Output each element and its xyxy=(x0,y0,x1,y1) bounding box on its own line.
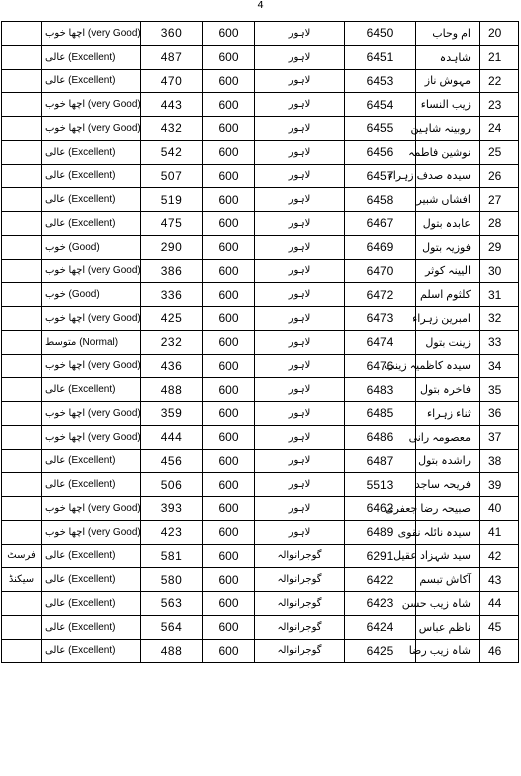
student-name-cell: زیب النساء xyxy=(416,93,480,117)
roll-number-cell: 6455 xyxy=(345,117,416,141)
roll-number-cell: 6474 xyxy=(345,330,416,354)
table-row xyxy=(2,45,519,69)
table-row xyxy=(2,544,519,568)
grade-cell: اچھا خوب (very Good) xyxy=(42,425,141,449)
total-marks-cell: 600 xyxy=(203,235,255,259)
total-marks-cell: 600 xyxy=(203,283,255,307)
table-row xyxy=(2,259,519,283)
roll-number-cell: 6425 xyxy=(345,639,416,663)
grade-cell: عالی (Excellent) xyxy=(42,592,141,616)
total-marks-cell: 600 xyxy=(203,544,255,568)
remark-cell xyxy=(2,378,42,402)
total-marks-cell: 600 xyxy=(203,330,255,354)
table-row xyxy=(2,402,519,426)
remark-cell xyxy=(2,22,42,46)
remark-cell xyxy=(2,117,42,141)
remark-cell xyxy=(2,402,42,426)
marks-obtained-cell: 580 xyxy=(141,568,203,592)
remark-cell xyxy=(2,93,42,117)
serial-number-cell: 45 xyxy=(480,615,519,639)
marks-obtained-cell: 542 xyxy=(141,140,203,164)
grade-cell: اچھا خوب (very Good) xyxy=(42,520,141,544)
serial-number-cell: 43 xyxy=(480,568,519,592)
serial-number-cell: 26 xyxy=(480,164,519,188)
table-row xyxy=(2,117,519,141)
table-row xyxy=(2,449,519,473)
grade-cell: متوسط (Normal) xyxy=(42,330,141,354)
marks-obtained-cell: 290 xyxy=(141,235,203,259)
results-table-body xyxy=(2,22,519,663)
table-row xyxy=(2,639,519,663)
marks-obtained-cell: 444 xyxy=(141,425,203,449)
serial-number-cell: 39 xyxy=(480,473,519,497)
student-name-cell: سیدہ صدف زہراء xyxy=(416,164,480,188)
table-row xyxy=(2,212,519,236)
table-row xyxy=(2,568,519,592)
student-name-cell: فاخرہ بتول xyxy=(416,378,480,402)
roll-number-cell: 6450 xyxy=(345,22,416,46)
serial-number-cell: 42 xyxy=(480,544,519,568)
remark-cell xyxy=(2,45,42,69)
grade-cell: عالی (Excellent) xyxy=(42,449,141,473)
grade-cell: عالی (Excellent) xyxy=(42,473,141,497)
grade-cell: عالی (Excellent) xyxy=(42,164,141,188)
marks-obtained-cell: 488 xyxy=(141,639,203,663)
grade-cell: اچھا خوب (very Good) xyxy=(42,354,141,378)
remark-cell: فرسٹ xyxy=(2,544,42,568)
total-marks-cell: 600 xyxy=(203,639,255,663)
student-name-cell: نوشین فاطمہ xyxy=(416,140,480,164)
city-cell: لاہور xyxy=(255,117,345,141)
city-cell: لاہور xyxy=(255,425,345,449)
remark-cell xyxy=(2,307,42,331)
remark-cell xyxy=(2,259,42,283)
city-cell: لاہور xyxy=(255,497,345,521)
city-cell: لاہور xyxy=(255,45,345,69)
total-marks-cell: 600 xyxy=(203,69,255,93)
grade-cell: عالی (Excellent) xyxy=(42,544,141,568)
grade-cell: اچھا خوب (very Good) xyxy=(42,22,141,46)
remark-cell xyxy=(2,235,42,259)
grade-cell: عالی (Excellent) xyxy=(42,45,141,69)
total-marks-cell: 600 xyxy=(203,615,255,639)
city-cell: گوجرانوالہ xyxy=(255,639,345,663)
city-cell: لاہور xyxy=(255,449,345,473)
student-name-cell: ناظم عباس xyxy=(416,615,480,639)
serial-number-cell: 23 xyxy=(480,93,519,117)
serial-number-cell: 34 xyxy=(480,354,519,378)
page-number: 4 xyxy=(257,0,264,11)
roll-number-cell: 6422 xyxy=(345,568,416,592)
serial-number-cell: 36 xyxy=(480,402,519,426)
roll-number-cell: 6467 xyxy=(345,212,416,236)
grade-cell: اچھا خوب (very Good) xyxy=(42,402,141,426)
student-name-cell: آکاش تبسم xyxy=(416,568,480,592)
grade-cell: خوب (Good) xyxy=(42,283,141,307)
serial-number-cell: 27 xyxy=(480,188,519,212)
serial-number-cell: 33 xyxy=(480,330,519,354)
city-cell: گوجرانوالہ xyxy=(255,592,345,616)
marks-obtained-cell: 581 xyxy=(141,544,203,568)
student-name-cell: امبرین زہراء xyxy=(416,307,480,331)
roll-number-cell: 6462 xyxy=(345,497,416,521)
student-name-cell: الیینہ کوثر xyxy=(416,259,480,283)
marks-obtained-cell: 506 xyxy=(141,473,203,497)
table-row xyxy=(2,497,519,521)
marks-obtained-cell: 425 xyxy=(141,307,203,331)
total-marks-cell: 600 xyxy=(203,140,255,164)
table-row xyxy=(2,93,519,117)
student-name-cell: عابدہ بتول xyxy=(416,212,480,236)
grade-cell: عالی (Excellent) xyxy=(42,140,141,164)
marks-obtained-cell: 475 xyxy=(141,212,203,236)
remark-cell xyxy=(2,497,42,521)
table-row xyxy=(2,283,519,307)
roll-number-cell: 6423 xyxy=(345,592,416,616)
city-cell: لاہور xyxy=(255,473,345,497)
roll-number-cell: 5513 xyxy=(345,473,416,497)
remark-cell xyxy=(2,615,42,639)
city-cell: گوجرانوالہ xyxy=(255,568,345,592)
student-name-cell: راشدہ بتول xyxy=(416,449,480,473)
city-cell: لاہور xyxy=(255,259,345,283)
roll-number-cell: 6472 xyxy=(345,283,416,307)
total-marks-cell: 600 xyxy=(203,188,255,212)
city-cell: لاہور xyxy=(255,354,345,378)
marks-obtained-cell: 563 xyxy=(141,592,203,616)
student-name-cell: ام وحاب xyxy=(416,22,480,46)
student-name-cell: سیدہ کاظمیہ زینب xyxy=(416,354,480,378)
serial-number-cell: 21 xyxy=(480,45,519,69)
roll-number-cell: 6469 xyxy=(345,235,416,259)
total-marks-cell: 600 xyxy=(203,164,255,188)
grade-cell: عالی (Excellent) xyxy=(42,615,141,639)
roll-number-cell: 6489 xyxy=(345,520,416,544)
marks-obtained-cell: 393 xyxy=(141,497,203,521)
remark-cell xyxy=(2,212,42,236)
marks-obtained-cell: 443 xyxy=(141,93,203,117)
marks-obtained-cell: 487 xyxy=(141,45,203,69)
total-marks-cell: 600 xyxy=(203,520,255,544)
city-cell: لاہور xyxy=(255,164,345,188)
marks-obtained-cell: 360 xyxy=(141,22,203,46)
marks-obtained-cell: 386 xyxy=(141,259,203,283)
student-name-cell: صبیحہ رضا جعفری xyxy=(416,497,480,521)
grade-cell: اچھا خوب (very Good) xyxy=(42,307,141,331)
student-name-cell: معصومہ رانی xyxy=(416,425,480,449)
marks-obtained-cell: 423 xyxy=(141,520,203,544)
student-name-cell: شاہ زیب رضا xyxy=(416,639,480,663)
serial-number-cell: 31 xyxy=(480,283,519,307)
marks-obtained-cell: 436 xyxy=(141,354,203,378)
marks-obtained-cell: 564 xyxy=(141,615,203,639)
remark-cell xyxy=(2,425,42,449)
table-row xyxy=(2,235,519,259)
marks-obtained-cell: 456 xyxy=(141,449,203,473)
roll-number-cell: 6470 xyxy=(345,259,416,283)
remark-cell xyxy=(2,639,42,663)
table-row xyxy=(2,354,519,378)
serial-number-cell: 20 xyxy=(480,22,519,46)
roll-number-cell: 6486 xyxy=(345,425,416,449)
table-row xyxy=(2,592,519,616)
marks-obtained-cell: 507 xyxy=(141,164,203,188)
marks-obtained-cell: 336 xyxy=(141,283,203,307)
student-name-cell: سید شہزاد عقیل xyxy=(416,544,480,568)
grade-cell: اچھا خوب (very Good) xyxy=(42,117,141,141)
grade-cell: عالی (Excellent) xyxy=(42,212,141,236)
total-marks-cell: 600 xyxy=(203,117,255,141)
table-row xyxy=(2,307,519,331)
remark-cell xyxy=(2,354,42,378)
roll-number-cell: 6453 xyxy=(345,69,416,93)
serial-number-cell: 24 xyxy=(480,117,519,141)
total-marks-cell: 600 xyxy=(203,212,255,236)
remark-cell xyxy=(2,140,42,164)
roll-number-cell: 6457 xyxy=(345,164,416,188)
serial-number-cell: 41 xyxy=(480,520,519,544)
remark-cell xyxy=(2,520,42,544)
grade-cell: اچھا خوب (very Good) xyxy=(42,259,141,283)
remark-cell xyxy=(2,283,42,307)
remark-cell xyxy=(2,188,42,212)
serial-number-cell: 25 xyxy=(480,140,519,164)
roll-number-cell: 6451 xyxy=(345,45,416,69)
table-row xyxy=(2,378,519,402)
roll-number-cell: 6454 xyxy=(345,93,416,117)
serial-number-cell: 30 xyxy=(480,259,519,283)
results-table xyxy=(1,21,519,663)
roll-number-cell: 6291 xyxy=(345,544,416,568)
student-name-cell: زینت بتول xyxy=(416,330,480,354)
student-name-cell: کلثوم اسلم xyxy=(416,283,480,307)
student-name-cell: سیدہ نائلہ نقوی xyxy=(416,520,480,544)
grade-cell: عالی (Excellent) xyxy=(42,69,141,93)
student-name-cell: شاہ زیب حسن xyxy=(416,592,480,616)
roll-number-cell: 6487 xyxy=(345,449,416,473)
student-name-cell: فوزیہ بتول xyxy=(416,235,480,259)
city-cell: لاہور xyxy=(255,378,345,402)
roll-number-cell: 6456 xyxy=(345,140,416,164)
student-name-cell: فریحہ ساجد xyxy=(416,473,480,497)
city-cell: لاہور xyxy=(255,283,345,307)
grade-cell: اچھا خوب (very Good) xyxy=(42,497,141,521)
serial-number-cell: 40 xyxy=(480,497,519,521)
serial-number-cell: 38 xyxy=(480,449,519,473)
total-marks-cell: 600 xyxy=(203,354,255,378)
city-cell: لاہور xyxy=(255,330,345,354)
serial-number-cell: 29 xyxy=(480,235,519,259)
roll-number-cell: 6483 xyxy=(345,378,416,402)
city-cell: لاہور xyxy=(255,307,345,331)
table-row xyxy=(2,473,519,497)
student-name-cell: افشاں شبیر xyxy=(416,188,480,212)
total-marks-cell: 600 xyxy=(203,425,255,449)
total-marks-cell: 600 xyxy=(203,259,255,283)
city-cell: گوجرانوالہ xyxy=(255,615,345,639)
city-cell: گوجرانوالہ xyxy=(255,544,345,568)
remark-cell: سیکنڈ xyxy=(2,568,42,592)
marks-obtained-cell: 519 xyxy=(141,188,203,212)
total-marks-cell: 600 xyxy=(203,402,255,426)
student-name-cell: ثناء زہراء xyxy=(416,402,480,426)
city-cell: لاہور xyxy=(255,212,345,236)
table-row xyxy=(2,330,519,354)
grade-cell: اچھا خوب (very Good) xyxy=(42,93,141,117)
serial-number-cell: 35 xyxy=(480,378,519,402)
total-marks-cell: 600 xyxy=(203,449,255,473)
student-name-cell: روبینہ شاہین xyxy=(416,117,480,141)
city-cell: لاہور xyxy=(255,235,345,259)
city-cell: لاہور xyxy=(255,93,345,117)
table-row xyxy=(2,22,519,46)
table-row xyxy=(2,615,519,639)
table-row xyxy=(2,520,519,544)
city-cell: لاہور xyxy=(255,188,345,212)
grade-cell: عالی (Excellent) xyxy=(42,568,141,592)
table-row xyxy=(2,425,519,449)
remark-cell xyxy=(2,330,42,354)
total-marks-cell: 600 xyxy=(203,378,255,402)
total-marks-cell: 600 xyxy=(203,22,255,46)
table-row xyxy=(2,140,519,164)
total-marks-cell: 600 xyxy=(203,45,255,69)
table-row xyxy=(2,164,519,188)
city-cell: لاہور xyxy=(255,140,345,164)
grade-cell: خوب (Good) xyxy=(42,235,141,259)
serial-number-cell: 22 xyxy=(480,69,519,93)
marks-obtained-cell: 470 xyxy=(141,69,203,93)
marks-obtained-cell: 232 xyxy=(141,330,203,354)
city-cell: لاہور xyxy=(255,69,345,93)
grade-cell: عالی (Excellent) xyxy=(42,188,141,212)
city-cell: لاہور xyxy=(255,402,345,426)
student-name-cell: شاہدہ xyxy=(416,45,480,69)
roll-number-cell: 6476 xyxy=(345,354,416,378)
city-cell: لاہور xyxy=(255,520,345,544)
total-marks-cell: 600 xyxy=(203,568,255,592)
total-marks-cell: 600 xyxy=(203,473,255,497)
serial-number-cell: 44 xyxy=(480,592,519,616)
remark-cell xyxy=(2,592,42,616)
marks-obtained-cell: 432 xyxy=(141,117,203,141)
serial-number-cell: 32 xyxy=(480,307,519,331)
total-marks-cell: 600 xyxy=(203,497,255,521)
serial-number-cell: 28 xyxy=(480,212,519,236)
remark-cell xyxy=(2,69,42,93)
marks-obtained-cell: 488 xyxy=(141,378,203,402)
marks-obtained-cell: 359 xyxy=(141,402,203,426)
total-marks-cell: 600 xyxy=(203,592,255,616)
roll-number-cell: 6424 xyxy=(345,615,416,639)
grade-cell: عالی (Excellent) xyxy=(42,639,141,663)
total-marks-cell: 600 xyxy=(203,307,255,331)
student-name-cell: مہوش ناز xyxy=(416,69,480,93)
roll-number-cell: 6485 xyxy=(345,402,416,426)
remark-cell xyxy=(2,449,42,473)
table-row xyxy=(2,188,519,212)
grade-cell: عالی (Excellent) xyxy=(42,378,141,402)
total-marks-cell: 600 xyxy=(203,93,255,117)
remark-cell xyxy=(2,473,42,497)
roll-number-cell: 6458 xyxy=(345,188,416,212)
roll-number-cell: 6473 xyxy=(345,307,416,331)
city-cell: لاہور xyxy=(255,22,345,46)
remark-cell xyxy=(2,164,42,188)
serial-number-cell: 37 xyxy=(480,425,519,449)
serial-number-cell: 46 xyxy=(480,639,519,663)
table-row xyxy=(2,69,519,93)
